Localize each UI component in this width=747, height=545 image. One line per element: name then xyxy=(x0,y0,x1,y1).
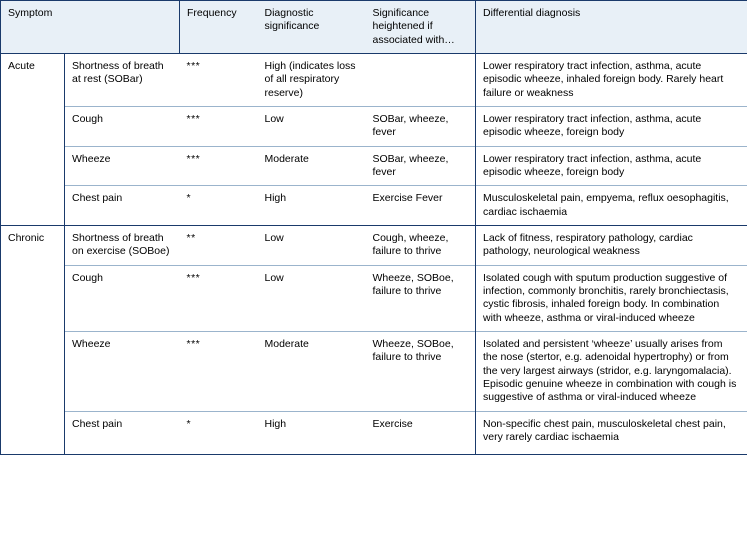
cell-significance-heightened: Wheeze, SOBoe, failure to thrive xyxy=(366,265,476,331)
table-row xyxy=(1,265,747,331)
cell-significance-heightened: Exercise Fever xyxy=(366,186,476,226)
group-label-chronic: Chronic xyxy=(1,225,65,454)
cell-diagnostic-significance: High xyxy=(258,186,366,226)
table-row xyxy=(1,146,747,186)
cell-diagnostic-significance: Low xyxy=(258,225,366,265)
cell-frequency: *** xyxy=(180,331,258,411)
cell-differential-diagnosis: Isolated and persistent ‘wheeze’ usually arises from the nose (stertor, e.g. adenoidal hypertrophy) or from the very largest airways (stridor, e.g. laryngomalacia). Episodic genuine wheeze in combination with cough is suggestive of asthma or viral-induced wheeze xyxy=(476,331,747,411)
cell-frequency: *** xyxy=(180,146,258,186)
cell-significance-heightened: Wheeze, SOBoe, failure to thrive xyxy=(366,331,476,411)
table-header xyxy=(1,1,747,54)
cell-symptom: Shortness of breath on exercise (SOBoe) xyxy=(65,225,180,265)
table-row xyxy=(1,186,747,226)
cell-significance-heightened: Exercise xyxy=(366,411,476,455)
cell-significance-heightened: SOBar, wheeze, fever xyxy=(366,146,476,186)
cell-symptom: Wheeze xyxy=(65,331,180,411)
cell-differential-diagnosis: Lower respiratory tract infection, asthma, acute episodic wheeze, foreign body xyxy=(476,106,747,146)
table-row xyxy=(1,53,747,106)
cell-frequency: * xyxy=(180,411,258,455)
column-header-significance-heightened: Significance heightened if associated with… xyxy=(366,1,476,54)
cell-significance-heightened xyxy=(366,53,476,106)
column-header-differential-diagnosis: Differential diagnosis xyxy=(476,1,747,54)
cell-differential-diagnosis: Musculoskeletal pain, empyema, reflux oesophagitis, cardiac ischaemia xyxy=(476,186,747,226)
cell-differential-diagnosis: Non-specific chest pain, musculoskeletal chest pain, very rarely cardiac ischaemia xyxy=(476,411,747,455)
table-row xyxy=(1,411,747,455)
cell-symptom: Wheeze xyxy=(65,146,180,186)
cell-symptom: Chest pain xyxy=(65,411,180,455)
cell-frequency: * xyxy=(180,186,258,226)
cell-differential-diagnosis: Lack of fitness, respiratory pathology, cardiac pathology, neurological weakness xyxy=(476,225,747,265)
cell-diagnostic-significance: Moderate xyxy=(258,146,366,186)
cell-differential-diagnosis: Lower respiratory tract infection, asthma, acute episodic wheeze, inhaled foreign body. Rarely heart failure or weakness xyxy=(476,53,747,106)
cell-frequency: *** xyxy=(180,106,258,146)
cell-significance-heightened: SOBar, wheeze, fever xyxy=(366,106,476,146)
column-header-diagnostic-significance: Diagnostic significance xyxy=(258,1,366,54)
cell-symptom: Shortness of breath at rest (SOBar) xyxy=(72,59,164,86)
cell-differential-diagnosis: Lower respiratory tract infection, asthma, acute episodic wheeze, foreign body xyxy=(476,146,747,186)
table-row xyxy=(1,331,747,411)
cell-diagnostic-significance: Low xyxy=(258,106,366,146)
cell-symptom: Cough xyxy=(65,106,180,146)
column-header-frequency: Frequency xyxy=(180,1,258,54)
table-row xyxy=(1,225,747,265)
cell-symptom: Cough xyxy=(65,265,180,331)
cell-frequency: *** xyxy=(180,265,258,331)
column-header-symptom: Symptom xyxy=(1,1,180,54)
cell-symptom: Chest pain xyxy=(65,186,180,226)
header-row xyxy=(1,1,747,54)
cell-diagnostic-significance: High (indicates loss of all respiratory reserve) xyxy=(264,59,356,99)
group-label-acute: Acute xyxy=(1,53,65,225)
cell-frequency: ** xyxy=(180,225,258,265)
cell-significance-heightened: Cough, wheeze, failure to thrive xyxy=(366,225,476,265)
cell-diagnostic-significance: Moderate xyxy=(258,331,366,411)
cell-frequency: *** xyxy=(186,59,201,72)
table-row xyxy=(1,106,747,146)
table-body xyxy=(1,53,747,454)
cell-diagnostic-significance: Low xyxy=(258,265,366,331)
cell-differential-diagnosis: Isolated cough with sputum production suggestive of infection, commonly bronchitis, rarely bronchiectasis, cystic fibrosis, inhaled foreign body. In combination with wheeze, asthma or viral-induced wheeze xyxy=(476,265,747,331)
cell-diagnostic-significance: High xyxy=(258,411,366,455)
